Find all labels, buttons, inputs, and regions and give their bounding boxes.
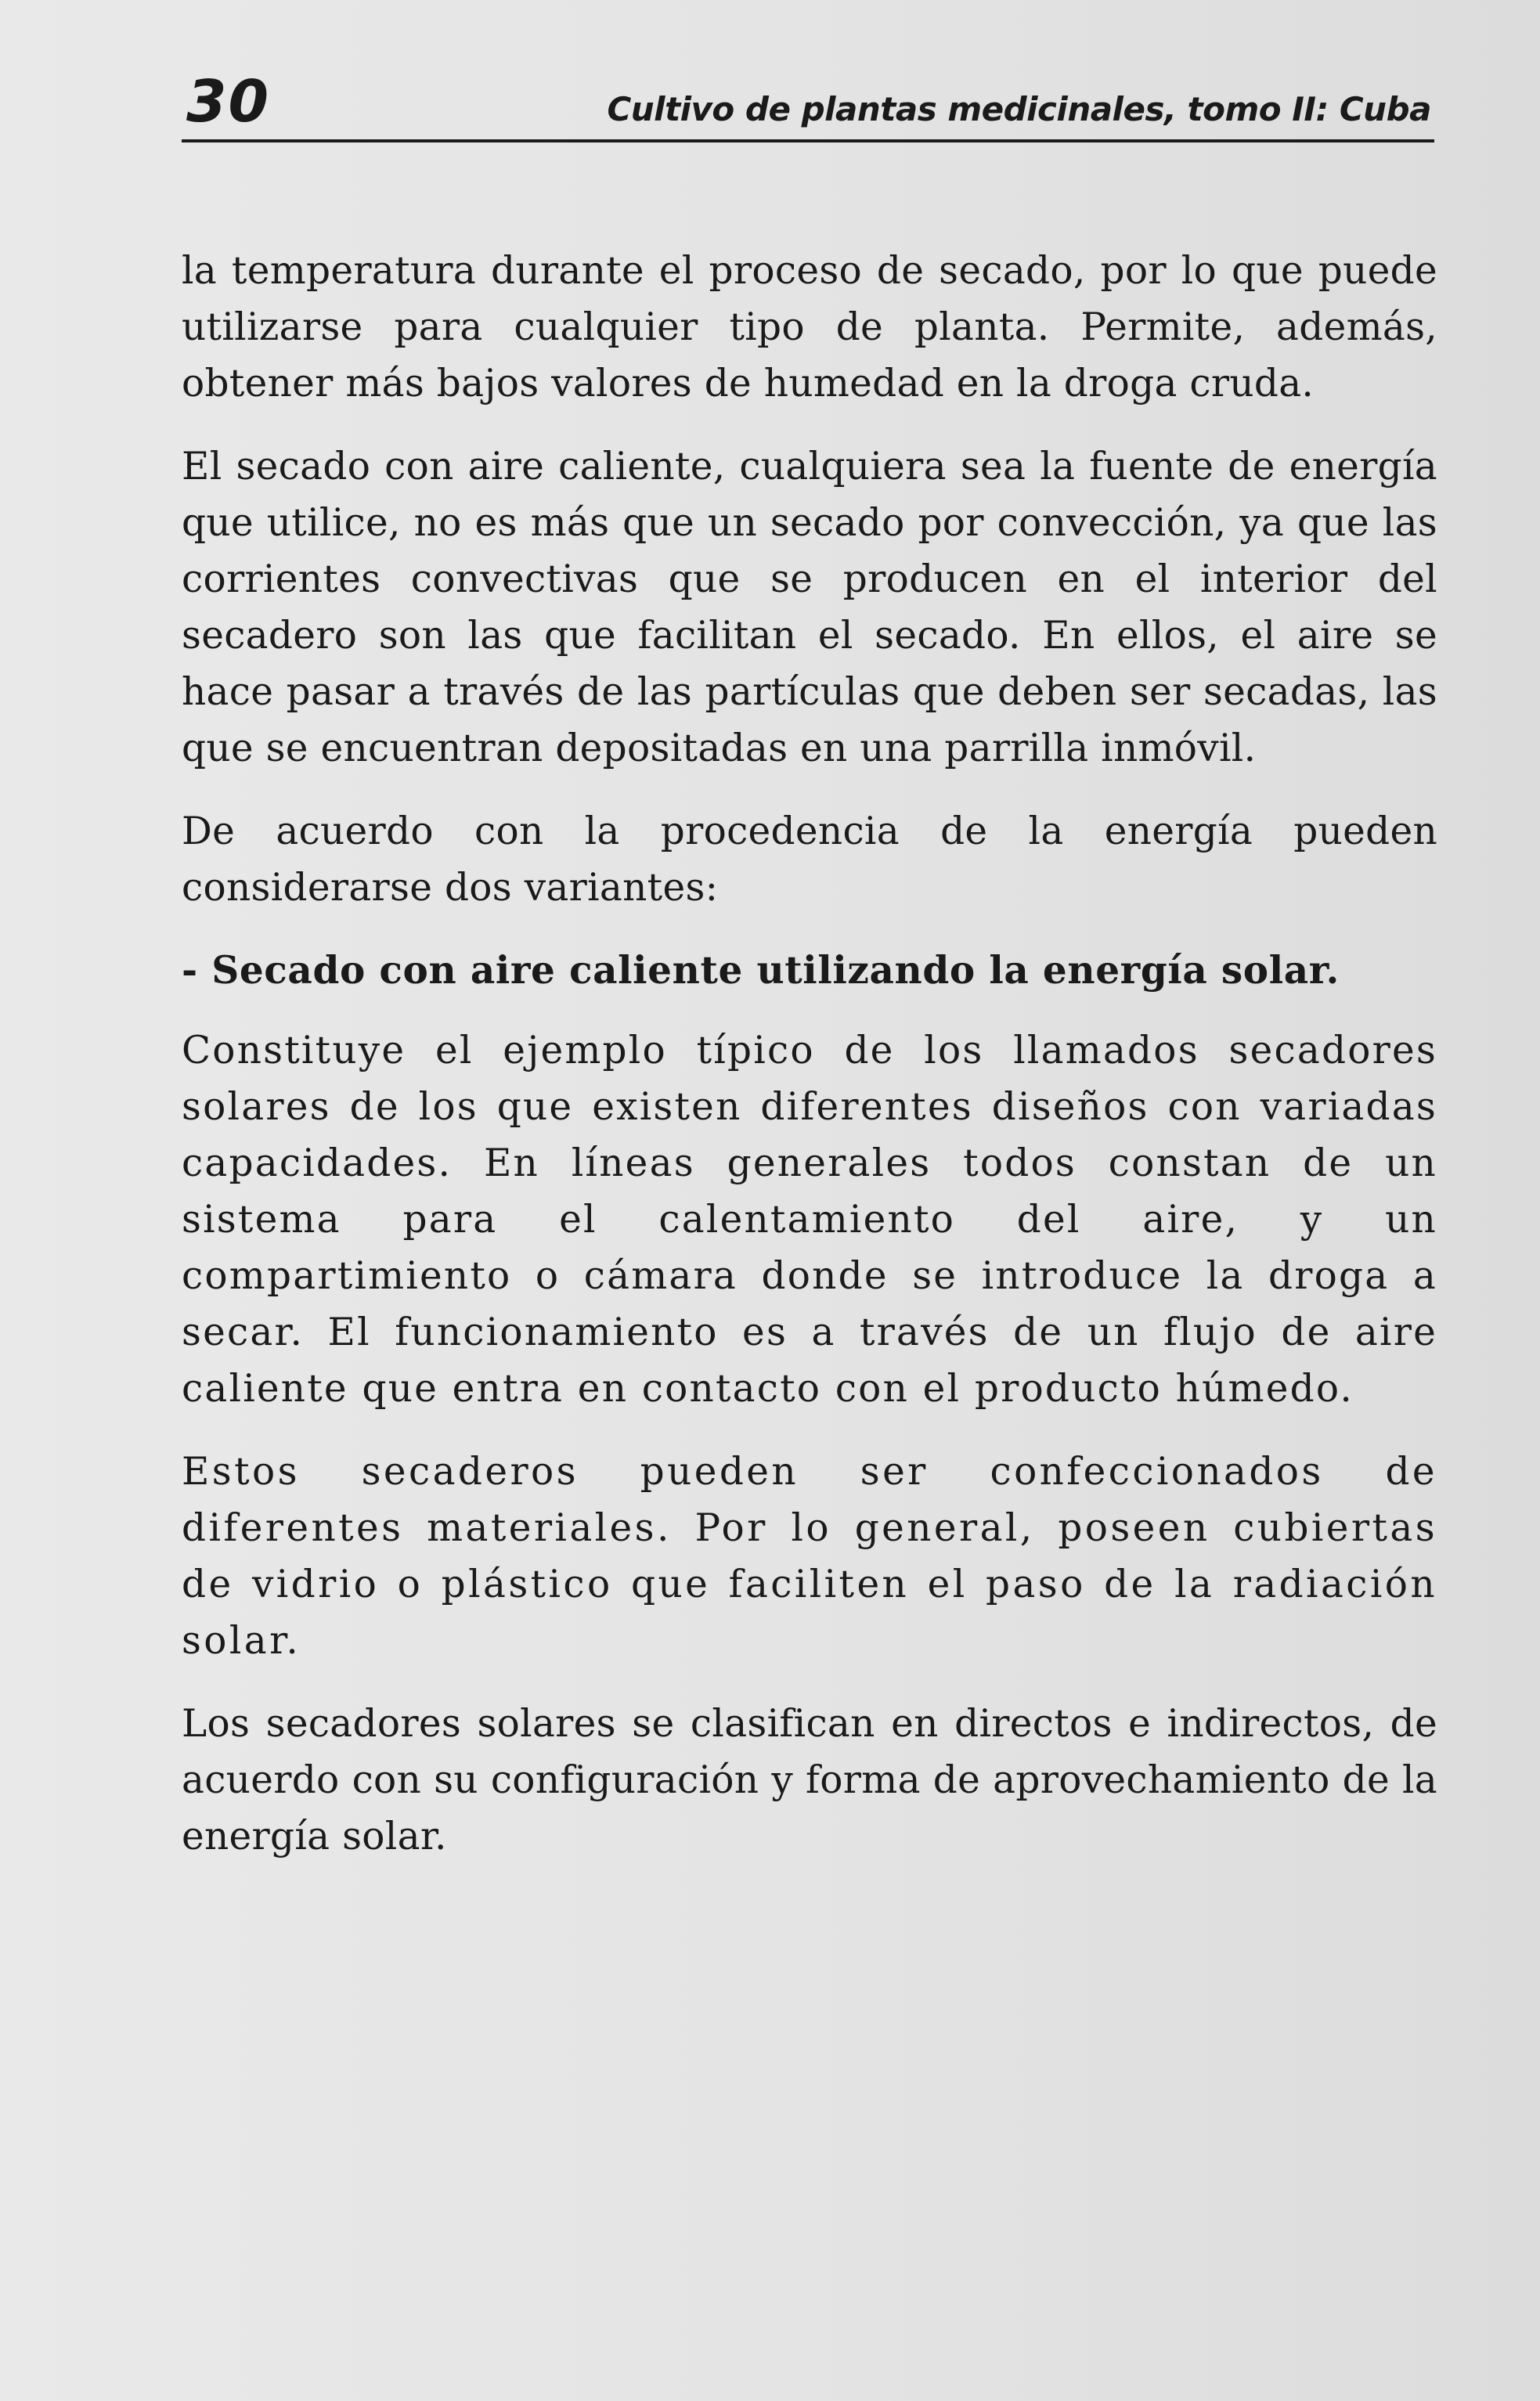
paragraph: Estos secaderos pueden ser confeccionados de diferentes materiales. Por lo general, poseen cubiertas de vidrio o plástico que faciliten el paso de la radiación solar. xyxy=(182,1450,1437,1663)
paragraph: Los secadores solares se clasifican en directos e indirectos, de acuerdo con su configuración y forma de aprovechamiento de la energía solar. xyxy=(182,1702,1437,1858)
paragraph: El secado con aire caliente, cualquiera sea la fuente de energía que utilice, no es más que un secado por convección, ya que las corrientes convectivas que se producen en el interior del secadero son las que facilitan el secado. En ellos, el aire se hace pasar a través de las partículas que deben ser secadas, las que se encuentran depositadas en una parrilla inmóvil. xyxy=(182,445,1437,770)
body-text xyxy=(182,243,1437,1891)
paragraph: la temperatura durante el proceso de secado, por lo que puede utilizarse para cualquier tipo de planta. Permite, además, obtener más bajos valores de humedad en la droga cruda. xyxy=(182,249,1437,406)
paragraph: De acuerdo con la procedencia de la energía pueden considerarse dos variantes: xyxy=(182,809,1437,910)
running-head: Cultivo de plantas medicinales, tomo II: Cuba xyxy=(607,90,1431,128)
page-number: 30 xyxy=(186,68,270,135)
section-heading: - Secado con aire caliente utilizando la energía solar. xyxy=(182,948,1340,993)
paragraph: Constituye el ejemplo típico de los llamados secadores solares de los que existen diferentes diseños con variadas capacidades. En líneas generales todos constan de un sistema para el calentamiento del aire, y un compartimiento o cámara donde se introduce la droga a secar. El funcionamiento es a través de un flujo de aire caliente que entra en contacto con el producto húmedo. xyxy=(182,1029,1437,1411)
page-header xyxy=(182,64,1434,142)
